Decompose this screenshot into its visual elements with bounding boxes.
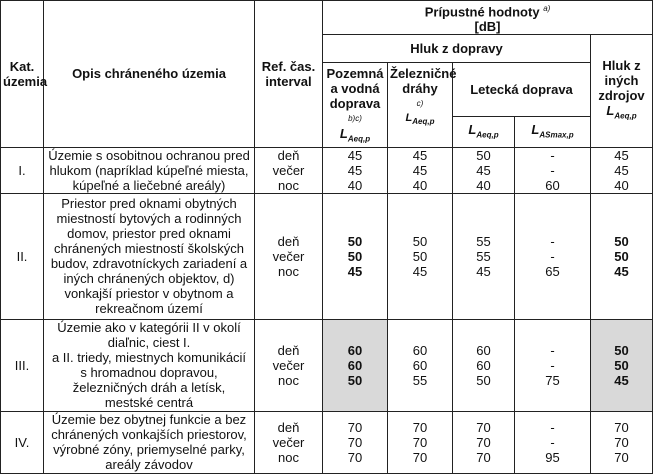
header-description: Opis chráneného územia [44,1,255,148]
category-cell: III. [1,319,44,411]
road-values: 45 45 40 [323,147,388,193]
road-values: 70 70 70 [323,411,388,473]
air-lasmax-values: - - 60 [515,147,591,193]
railway-values: 45 45 40 [388,147,453,193]
table-row [1,319,653,411]
road-water-label: Pozemná a vodná doprava [326,66,384,112]
road-values: 60 60 50 [323,319,388,411]
road-water-note: b)c) [348,114,362,124]
table-row [1,411,653,473]
permissible-note: a) [543,4,551,13]
air-laeq-values: 60 60 50 [453,319,515,411]
permissible-title: Prípustné hodnoty [424,4,540,20]
railway-values: 70 70 70 [388,411,453,473]
header-permissible-values [323,1,653,35]
air-lasmax-values: - - 95 [515,411,591,473]
road-water-symbol: $L_{Aeq,p}$ [339,126,371,144]
other-sources-label: Hluk z iných zdrojov [598,58,645,104]
header-ref-interval: Ref. čas. interval [255,1,323,148]
category-cell: IV. [1,411,44,473]
air-lasmax-values: - - 75 [515,319,591,411]
railway-note: c) [416,99,424,109]
header-railway [388,63,457,148]
interval-cell: deň večer noc [255,193,323,319]
railway-symbol: $L_{Aeq,p}$ [405,112,435,127]
air-lasmax-values: - - 65 [515,193,591,319]
header-category: Kat. územia [1,1,44,148]
air-laeq-values: 55 55 45 [453,193,515,319]
interval-cell: deň večer noc [255,319,323,411]
interval-cell: deň večer noc [255,147,323,193]
other-values: 50 50 45 [591,193,653,319]
header-traffic-noise: Hluk z dopravy [323,35,591,63]
air-laeq-values: 70 70 70 [453,411,515,473]
description-cell: Územie ako v kategórii II v okolí diaľnic, ciest I. a II. triedy, miestnych komunikácií s hromadnou dopravou, železničných dráh a letísk, mestské centrá [44,319,255,411]
railway-values: 50 50 45 [388,193,453,319]
other-values: 45 45 40 [591,147,653,193]
header-road-water [323,63,388,148]
road-values: 50 50 45 [323,193,388,319]
header-other-sources [591,35,653,148]
description-cell: Priestor pred oknami obytných miestností bytových a rodinných domov, priestor pred oknami chránených miestností školských budov, zdravotníckych zariadení a iných chránených objektov, d) vonkajší priestor v obytnom a rekreačnom území [44,193,255,319]
category-cell: II. [1,193,44,319]
table-row [1,147,653,193]
railway-values: 60 60 55 [388,319,453,411]
table-row [1,193,653,319]
description-cell: Územie s osobitnou ochranou pred hlukom (napríklad kúpeľné miesta, kúpeľné a liečebné areály) [44,147,255,193]
header-air-traffic: Letecká doprava [453,63,591,117]
description-cell: Územie bez obytnej funkcie a bez chránených vonkajších priestorov, výrobné zóny, priemyselné parky, areály závodov [44,411,255,473]
other-sources-symbol: $L_{Aeq,p}$ [606,103,637,121]
other-values: 70 70 70 [591,411,653,473]
other-values: 50 50 45 [591,319,653,411]
interval-cell: deň večer noc [255,411,323,473]
railway-label: Železničné dráhy [390,66,457,97]
header-air-lasmax: $L_{ASmax,p}$ [515,116,591,147]
header-air-laeq: $L_{Aeq,p}$ [453,116,515,147]
category-cell: I. [1,147,44,193]
unit-label: [dB] [474,19,501,35]
air-laeq-values: 50 45 40 [453,147,515,193]
